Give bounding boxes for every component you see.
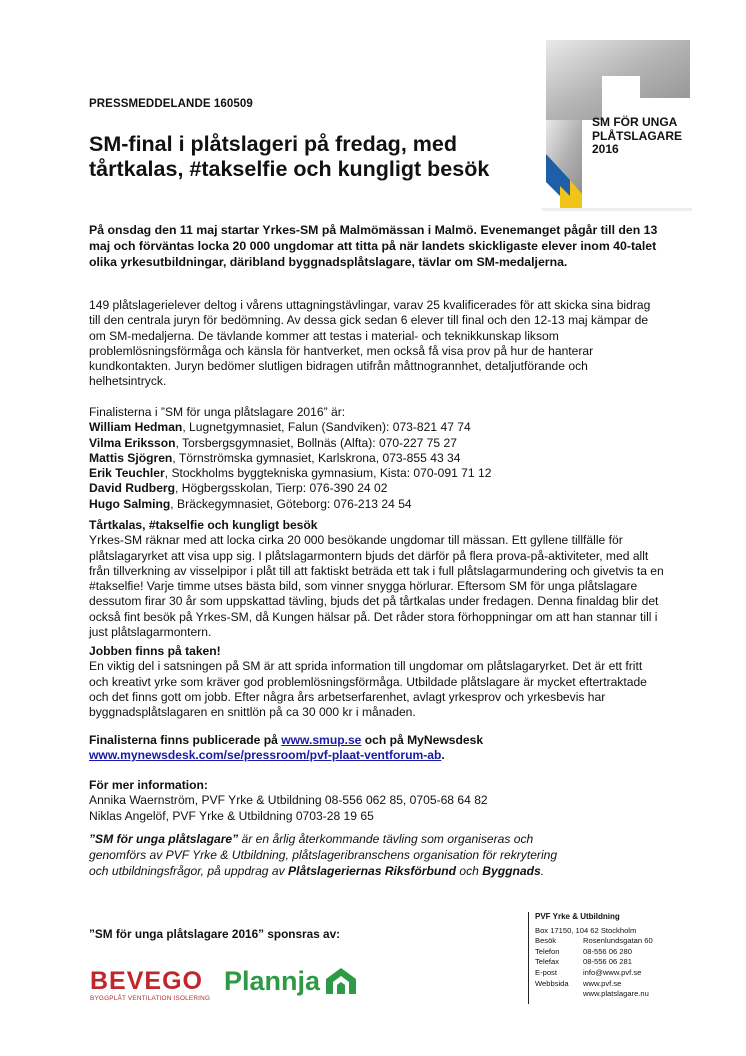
contact-line: Annika Waernström, PVF Yrke & Utbildning 08-556 062 85, 0705-68 64 82: [89, 793, 488, 808]
finalists-intro: Finalisterna i ”SM för unga plåtslagare 2016” är:: [89, 405, 346, 419]
contact-info: [89, 778, 664, 824]
bevego-tagline: BYGGPLÅT VENTILATION ISOLERING: [90, 995, 211, 1002]
bevego-wordmark: BEVEGO: [90, 967, 203, 995]
finalist-detail: , Stockholms byggtekniska gymnasium, Kista: 070-091 71 12: [164, 466, 492, 481]
footer-value: www.platslagare.nu: [583, 989, 649, 999]
sm-logo: [540, 36, 695, 214]
finalist-detail: , Högbergsskolan, Tierp: 076-390 24 02: [175, 481, 388, 496]
footer-row: [535, 947, 685, 958]
finalists-section: [89, 405, 664, 512]
logo-text-line2: PLÅTSLAGARE: [592, 128, 682, 143]
smup-link[interactable]: www.smup.se: [281, 733, 362, 747]
footer-key: Telefon: [535, 946, 560, 956]
footer-value: www.pvf.se: [583, 978, 622, 988]
footer-row: [535, 968, 685, 979]
finalist-row: [89, 420, 664, 435]
logo-text-line1: SM FÖR UNGA: [592, 115, 678, 129]
ingress: På onsdag den 11 maj startar Yrkes-SM på Malmömässan i Malmö. Evenemanget pågår till den 13 maj och förväntas locka 20 000 ungdomar att titta på när landets skickligaste elever inom 40-talet olika yrkesutbildningar, däribland byggnadsplåtslagare, tävlar om SM-medaljerna.: [89, 223, 658, 269]
about-bold: Byggnads: [482, 863, 541, 878]
footer-value: 08-556 06 281: [583, 957, 632, 967]
finalist-name: David Rudberg: [89, 481, 176, 496]
about-bold: ”SM för unga plåtslagare”: [89, 832, 239, 846]
publish-line1: [89, 733, 664, 748]
mynewsdesk-link[interactable]: www.mynewsdesk.com/se/pressroom/pvf-plaat-ventforum-ab: [89, 748, 442, 763]
body-paragraph-1: 149 plåtslagerielever deltog i vårens uttagningstävlingar, varav 25 kvalificerades för att skicka sina bidrag till den centrala juryn för bedömning. Av dessa gick sedan 6 elever till final och den 12-13 maj kämpar de om SM-medaljerna. De tävlande kommer att testas i material- och teknikkunskap liksom problemlösningsförmåga och känsla för hantverket, men också få visa prov på hur de hanterar kundkontakten. Juryn bedömer slutligen bidragen utifrån måttnogrannhet, detaljutförande och helhetsintryck.: [89, 298, 651, 389]
footer-key: Telefax: [535, 957, 560, 967]
publish-info: [89, 733, 664, 764]
plannja-logo: [224, 966, 358, 996]
logo-text-line3: 2016: [592, 142, 619, 156]
about-text: är en årlig återkommande tävling som organiseras och genomförs av PVF Yrke & Utbildning, plåtslageribranschens organisation för rekrytering och utbildningsfrågor, på uppdrag av: [89, 832, 558, 878]
section-heading: Tårtkalas, #takselfie och kungligt besök: [89, 518, 318, 532]
about-paragraph: [89, 832, 569, 879]
finalist-row: [89, 466, 664, 481]
about-text: och: [456, 863, 483, 878]
footer-contact-box: [528, 912, 685, 1004]
about-bold: Plåtslageriernas Riksförbund: [288, 863, 457, 878]
finalist-row: [89, 436, 664, 451]
finalist-row: [89, 481, 664, 496]
publish-text: och på MyNewsdesk: [361, 733, 484, 747]
footer-address: Box 17150, 104 62 Stockholm: [535, 925, 637, 935]
footer-key: Besök: [535, 936, 557, 946]
section-text: En viktig del i satsningen på SM är att sprida information till ungdomar om plåtslagaryrket. Det är ett fritt och kreativt yrke som kräver god problemlösningsförmåga. Utbildade plåtslagare är mycket eftertraktade och det finns gott om jobb. Efter några års arbetserfarenhet, avlagt yrkesprov och yrkesbevis har byggnadsplåtslagaren en snittlön på ca 30 000 kr i månaden.: [89, 659, 647, 720]
headline-line2: tårtkalas, #takselfie och kungligt besök: [89, 157, 490, 181]
finalist-row: [89, 451, 664, 466]
finalist-name: William Hedman: [89, 420, 183, 435]
finalist-name: Hugo Salming: [89, 496, 171, 511]
footer-value: 08-556 06 280: [583, 946, 632, 956]
finalist-name: Vilma Eriksson: [89, 435, 176, 450]
press-label: PRESSMEDDELANDE 160509: [89, 98, 253, 110]
finalist-detail: , Torsbergsgymnasiet, Bollnäs (Alfta): 070-227 75 27: [175, 435, 457, 450]
finalist-detail: , Lugnetgymnasiet, Falun (Sandviken): 073-821 47 74: [182, 420, 471, 435]
plannja-house-icon: [324, 966, 358, 996]
section-heading: Jobben finns på taken!: [89, 644, 221, 658]
section-text: Yrkes-SM räknar med att locka cirka 20 000 besökande ungdomar till mässan. Ett gyllene tillfälle för plåtslagaryrket att visa upp sig. I plåtslagarmontern bjuds det därför på flera prova-på-aktiviteter, med allt från tillverkning av visselpipor i plåt till att faktiskt beträda ett tak i full plåtslagarmundering och givetvis ta en #takselfie! Varje timme utses bästa bild, som vinner snygga hörlurar. Eftersom SM för unga plåtslagare dessutom firar 30 år som uppskattad tävling, bjuds det på tårtkalas under fredagen. Denna finaldag blir det också fint besök på Yrkes-SM, då Kungen hälsar på. Det råder stora förhoppningar om att han stannar till i just plåtslagarmontern.: [89, 533, 664, 640]
finalist-name: Mattis Sjögren: [89, 450, 173, 465]
publish-line2: [89, 748, 664, 763]
bevego-logo: [90, 968, 210, 1002]
footer-value: info@www.pvf.se: [583, 967, 642, 977]
footer-key: Webbsida: [535, 978, 569, 988]
finalist-detail: , Bräckegymnasiet, Göteborg: 076-213 24 54: [170, 496, 412, 511]
footer-value: Rosenlundsgatan 60: [583, 936, 653, 946]
finalist-row: [89, 497, 664, 512]
footer-row: [535, 989, 685, 1000]
footer-row: [535, 979, 685, 990]
footer-key: E-post: [535, 967, 557, 977]
page-title: [89, 132, 549, 182]
finalist-detail: , Törnströmska gymnasiet, Karlskrona, 073-855 43 34: [172, 450, 461, 465]
publish-text: .: [441, 748, 445, 763]
section-tartkalas: [89, 518, 664, 640]
publish-text: Finalisterna finns publicerade på: [89, 733, 282, 747]
contact-line: Niklas Angelöf, PVF Yrke & Utbildning 0703-28 19 65: [89, 808, 374, 823]
plannja-wordmark: Plannja: [224, 966, 321, 996]
footer-org: PVF Yrke & Utbildning: [535, 912, 620, 921]
section-jobben: [89, 644, 664, 720]
finalist-name: Erik Teuchler: [89, 466, 165, 481]
footer-key: [535, 989, 583, 1000]
headline-line1: SM-final i plåtslageri på fredag, med: [89, 132, 457, 156]
logo-text: [592, 116, 682, 157]
contact-heading: För mer information:: [89, 778, 208, 792]
footer-row: [535, 957, 685, 968]
about-text: .: [540, 863, 545, 878]
sponsors-label: ”SM för unga plåtslagare 2016” sponsras av:: [89, 927, 341, 941]
footer-row: [535, 936, 685, 947]
